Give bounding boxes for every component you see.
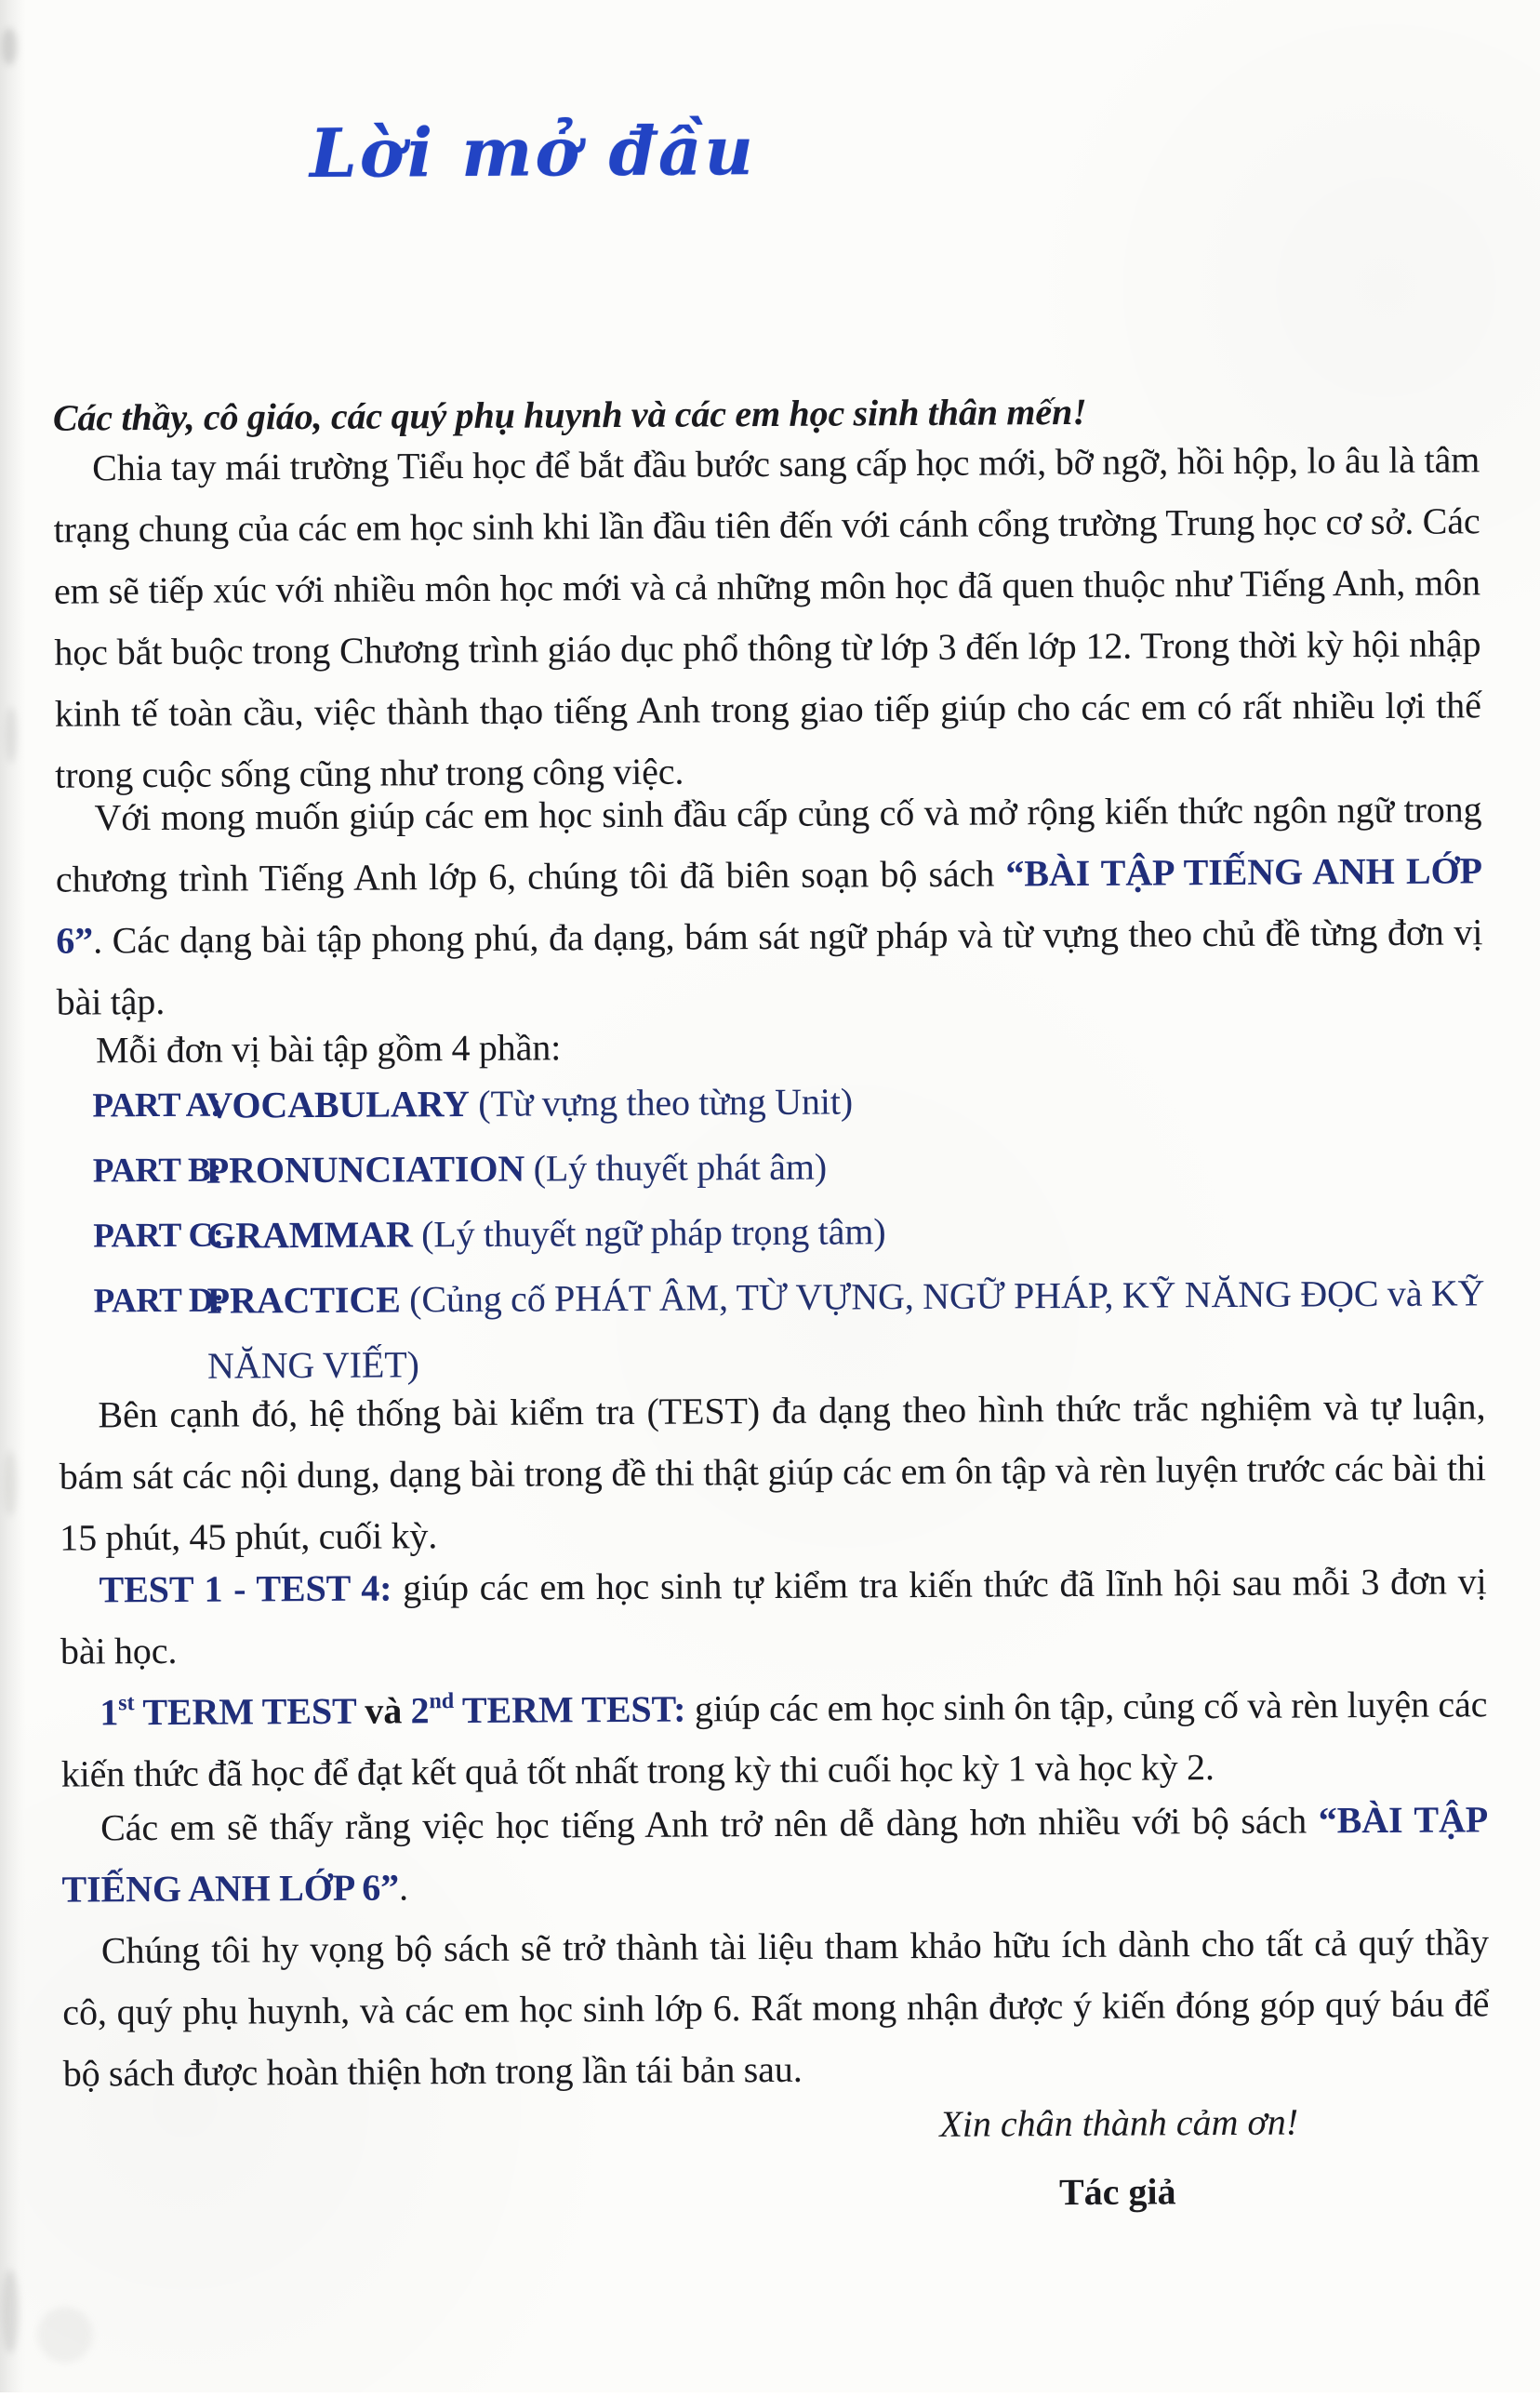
parts-list [57, 1065, 1485, 1399]
term-test-1-highlight [100, 1690, 356, 1734]
parts-heading: Mỗi đơn vị bài tập gồm 4 phần: [95, 1026, 562, 1072]
paragraph-term-tests [60, 1664, 1488, 1804]
term-test-text: TERM TEST: [454, 1687, 686, 1732]
part-desc: (Từ vựng theo từng Unit) [469, 1080, 854, 1125]
part-keyword: GRAMMAR [206, 1213, 413, 1257]
part-item-c [58, 1195, 1484, 1269]
paragraph-text: . Các dạng bài tập phong phú, đa dạng, bám sát ngữ pháp và từ vựng theo chủ đề từng đơn vị bài tập. [56, 911, 1483, 1023]
part-item-a [57, 1065, 1483, 1139]
part-desc: (Lý thuyết ngữ pháp trọng tâm) [412, 1210, 886, 1256]
ordinal-suffix: st [118, 1691, 135, 1716]
part-label: PART A: [92, 1085, 221, 1125]
term-test-text: TERM TEST [134, 1689, 357, 1734]
paragraph-text: giúp các em học sinh ôn tập, củng cố và rèn luyện các kiến thức đã học để đạt kết quả tốt nhất trong kỳ thi cuối học kỳ 1 và học kỳ 2. [60, 1683, 1488, 1795]
part-label: PART D: [93, 1281, 225, 1321]
term-test-number: 2 [410, 1689, 430, 1732]
closing-author: Tác giả [1058, 2170, 1176, 2214]
test-range-highlight: TEST 1 - TEST 4: [99, 1566, 392, 1611]
part-keyword: PRACTICE [206, 1278, 401, 1322]
part-keyword: VOCABULARY [206, 1082, 471, 1126]
part-label: PART B: [92, 1151, 222, 1191]
book-title-highlight: “BÀI TẬP TIẾNG ANH LỚP 6” [61, 1798, 1489, 1911]
closing-thanks: Xin chân thành cảm ơn! [939, 2100, 1299, 2145]
part-desc: (Lý thuyết phát âm) [524, 1145, 828, 1190]
part-label: PART C: [93, 1216, 224, 1256]
paragraph-intro: Chia tay mái trường Tiểu học để bắt đầu bước sang cấp học mới, bỡ ngỡ, hồi hộp, lo âu là tâm trạng chung của các em học sinh khi lần đầu tiên đến với cánh cổng trường Trung học cơ sở. Các em sẽ tiếp xúc với nhiều môn học mới và cả những môn học đã quen thuộc như Tiếng Anh, môn học bắt buộc trong Chương trình giáo dục phổ thông từ lớp 3 đến lớp 12. Trong thời kỳ hội nhập kinh tế toàn cầu, việc thành thạo tiếng Anh trong giao tiếp giúp cho các em có rất nhiều lợi thế trong cuộc sống cũng như trong công việc. [53, 438, 1481, 796]
paragraph-conclusion [61, 1789, 1489, 1920]
term-test-number: 1 [100, 1691, 119, 1734]
page-title: Lời mở đầu [309, 111, 757, 193]
book-title-highlight: “BÀI TẬP TIẾNG ANH LỚP 6” [56, 849, 1483, 962]
part-desc: (Củng cố PHÁT ÂM, TỪ VỰNG, NGỮ PHÁP, KỸ NĂNG ĐỌC và KỸ NĂNG VIẾT) [206, 1272, 1485, 1387]
connector-text: và [355, 1689, 411, 1732]
ordinal-suffix: nd [429, 1689, 455, 1714]
salutation: Các thầy, cô giáo, các quý phụ huynh và các em học sinh thân mến! [52, 390, 1087, 439]
paragraph-tests: Bên cạnh đó, hệ thống bài kiểm tra (TEST) đa dạng theo hình thức trắc nghiệm và tự luận, bám sát các nội dung, dạng bài trong đề thi thật giúp các em ôn tập và rèn luyện trước các bài thi 15 phút, 45 phút, cuối kỳ. [59, 1385, 1486, 1559]
part-item-b [58, 1130, 1484, 1204]
paragraph-text: . [398, 1866, 409, 1909]
term-test-2-highlight [410, 1688, 685, 1732]
paragraph-hope: Chúng tôi hy vọng bộ sách sẽ trở thành tài liệu tham khảo hữu ích dành cho tất cả quý thầy cô, quý phụ huynh, và các em học sinh lớp 6. Rất mong nhận được ý kiến đóng góp quý báu để bộ sách được hoàn thiện hơn trong lần tái bản sau. [62, 1921, 1490, 2095]
paragraph-book-intro [55, 779, 1483, 1032]
paragraph-text: giúp các em học sinh tự kiểm tra kiến thức đã lĩnh hội sau mỗi 3 đơn vị bài học. [60, 1560, 1487, 1672]
part-keyword: PRONUNCIATION [206, 1147, 525, 1192]
paragraph-text: Với mong muốn giúp các em học sinh đầu cấp củng cố và mở rộng kiến thức ngôn ngữ trong chương trình Tiếng Anh lớp 6, chúng tôi đã biên soạn bộ sách [55, 788, 1482, 900]
paragraph-text: Các em sẽ thấy rằng việc học tiếng Anh trở nên dễ dàng hơn nhiều với bộ sách [100, 1799, 1319, 1849]
paragraph-test-range [60, 1551, 1487, 1682]
